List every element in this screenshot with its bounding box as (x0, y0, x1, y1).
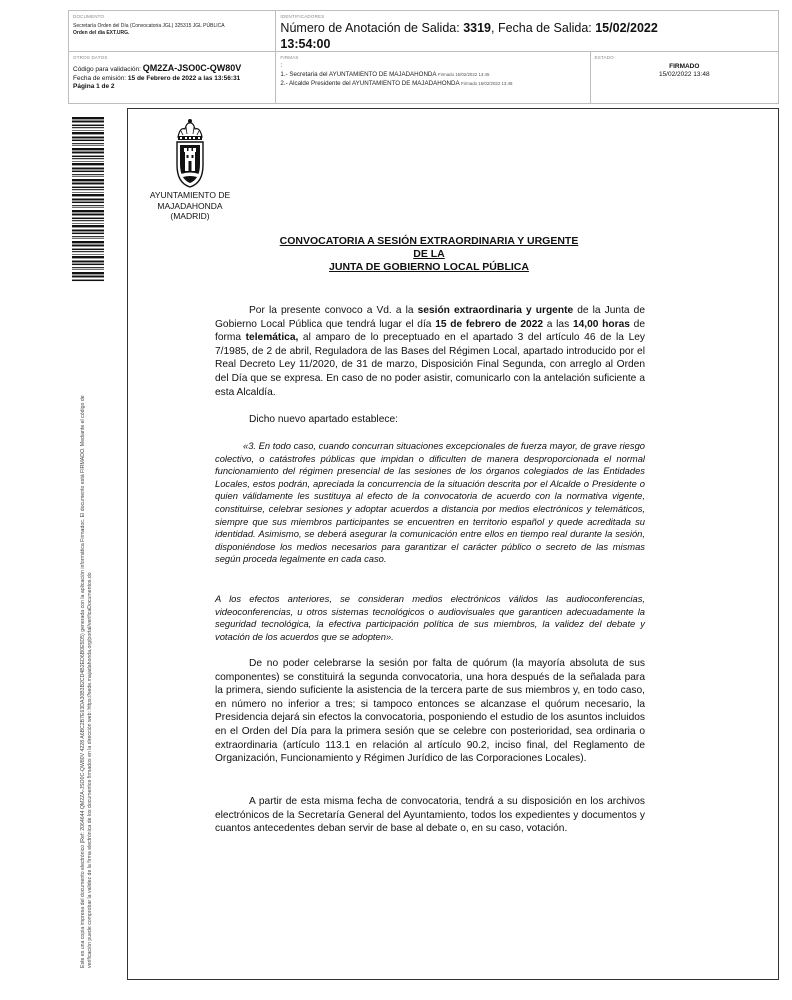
title-line1: CONVOCATORIA A SESIÓN EXTRAORDINARIA Y URGENTE (279, 235, 579, 247)
otros-datos-cell (69, 52, 275, 103)
paragraph-quorum: De no poder celebrarse la sesión por falta de quórum (la mayoría absoluta de sus componentes) se constituirá la segunda convocatoria, una hora después de la señalada para la primera, siendo suficiente la asistencia de la tercera parte de sus miembros y, en todo caso, en número no inferior a tres; si tampoco entonces se alcanzase el quórum necesario, la Presidencia dejará sin efectos la convocatoria, posponiendo el estudio de los asuntos incluidos en el Orden del Día para la primera sesión que se celebre con posterioridad, sea ordinaria o extraordinaria (artículo 113.1 en relación al artículo 90.2, inciso final, del Reglamento de Organización, Funcionamiento y Régimen Jurídico de las Corporaciones Locales). (215, 658, 645, 765)
barcode-image (72, 117, 104, 282)
quote-paragraph-2: A los efectos anteriores, se consideran medios electrónicos válidos las audioconferencias, videoconferencias, u otros sistemas tecnológicos o audiovisuales que garanticen adecuadamente la seguridad tecnológica, la efectiva participación política de sus miembros, la validez del debate y votación de los acuerdos que se adopten». (215, 593, 645, 642)
status-badge: FIRMADO 15/02/2022 13:48 (658, 63, 710, 78)
firmas-cell (275, 52, 589, 103)
side-text-line1: Este es una copia impresa del documento electrónico (Ref: 2064644 QM2ZA-JSO0C-QW80V 4228 A6BC2B7E63DA30B3B2CD4B2ED6B0E5D5) generada con la aplicación informática Firmadoc. El documento está FIRMADO. Mediante el código de (80, 395, 86, 968)
quote-paragraph-1: «3. En todo caso, cuando concurran situaciones excepcionales de fuerza mayor, de grave riesgo colectivo, o catástrofes públicas que impidan o dificulten de manera desproporcionada el normal funcionamiento del régimen presencial de las sesiones de los órganos colegiados de las Entidades Locales, estos podrán, apreciada la concurrencia de la situación descrita por el Alcalde o Presidente o quien válidamente les sustituya al efecto de la convocatoria de acuerdo con la normativa vigente, constituirse, celebrar sesiones y adoptar acuerdos a distancia por medios electrónicos y telemáticos, siempre que sus miembros participantes se encuentren en territorio español y quede acreditada su identidad. Asimismo, se deberá asegurar la comunicación entre ellos en tiempo real durante la sesión, disponiéndose los medios necesarios para garantizar el carácter público o secreto de las mismas según proceda legalmente en cada caso. (215, 440, 645, 565)
municipality-name: AYUNTAMIENTO DE MAJADAHONDA (MADRID) (149, 190, 231, 221)
documento-line2: Orden del día EXT.URG. (73, 29, 130, 36)
validation-code: Código para validación: QM2ZA-JSO0C-QW80V (73, 63, 242, 73)
emission-date: Fecha de emisión: 15 de Febrero de 2022 a las 13:56:31 (73, 74, 241, 82)
firmas-caption: FIRMAS (280, 55, 299, 60)
documento-line1: Secretaría Orden del Día (Convocatoria JGL) 325315 JGL PÚBLICA (73, 23, 225, 29)
side-text-line2: verificación puede comprobar la validez de la firma electrónica de los documentos firmados en la dirección web: https://sede.majadahonda.org/portal/verificaDocumentos.do (87, 572, 93, 968)
identificadores-cell (275, 11, 778, 51)
documento-cell (69, 11, 275, 51)
document-title (215, 235, 643, 274)
documento-caption: DOCUMENTO (73, 14, 105, 19)
signature-2: 2.- Alcalde Presidente del AYUNTAMIENTO DE MAJADAHONDA Firmado 15/02/2022 13:48 (280, 80, 513, 87)
registry-date: 15/02/2022 (595, 21, 658, 35)
verification-side-text (80, 298, 94, 968)
document-header (68, 10, 779, 104)
paragraph-convocation: Por la presente convoco a Vd. a la sesión extraordinaria y urgente de la Junta de Gobierno Local Pública que tendrá lugar el día 15 de febrero de 2022 a las 14,00 horas de forma telemática, al amparo de lo preceptuado en el apartado 3 del artículo 46 de la Ley 7/1985, de 2 de abril, Reguladora de las Bases del Régimen Local, apartado introducido por el Real Decreto Ley 11/2020, de 31 de marzo, Disposición Final Segunda, con arreglo al Orden del Día que se expresa. En caso de no poder asistir, comunicarlo con la antelación suficiente a esta Alcaldía. (215, 305, 646, 398)
paragraph-documents: A partir de esta misma fecha de convocatoria, tendrá a su disposición en los archivos electrónicos de la Secretaría General del Ayuntamiento, todos los expedientes y documentos y cuantos antecedentes deban servir de base al debate o, en su caso, votación. (215, 796, 645, 835)
registry-number: 3319 (463, 21, 491, 35)
firmas-colon: : (280, 62, 283, 69)
title-line3: JUNTA DE GOBIERNO LOCAL PÚBLICA (329, 261, 529, 273)
otros-datos-caption: OTROS DATOS (73, 55, 108, 60)
signature-1: 1.- Secretaria del AYUNTAMIENTO DE MAJADAHONDA Firmado 15/02/2022 13:45 (280, 71, 490, 78)
estado-caption: ESTADO (594, 55, 614, 60)
registry-time: 13:54:00 (280, 36, 331, 51)
page-indicator: Página 1 de 2 (73, 83, 115, 91)
registry-entry: Número de Anotación de Salida: 3319, Fecha de Salida: 15/02/2022 13:54:00 (280, 21, 658, 51)
paragraph-intro-quote: Dicho nuevo apartado establece: (249, 414, 398, 425)
title-line2: DE LA (413, 248, 445, 260)
estado-cell (590, 52, 778, 103)
identificadores-caption: IDENTIFICADORES (280, 14, 325, 19)
coat-of-arms-icon (171, 117, 209, 189)
